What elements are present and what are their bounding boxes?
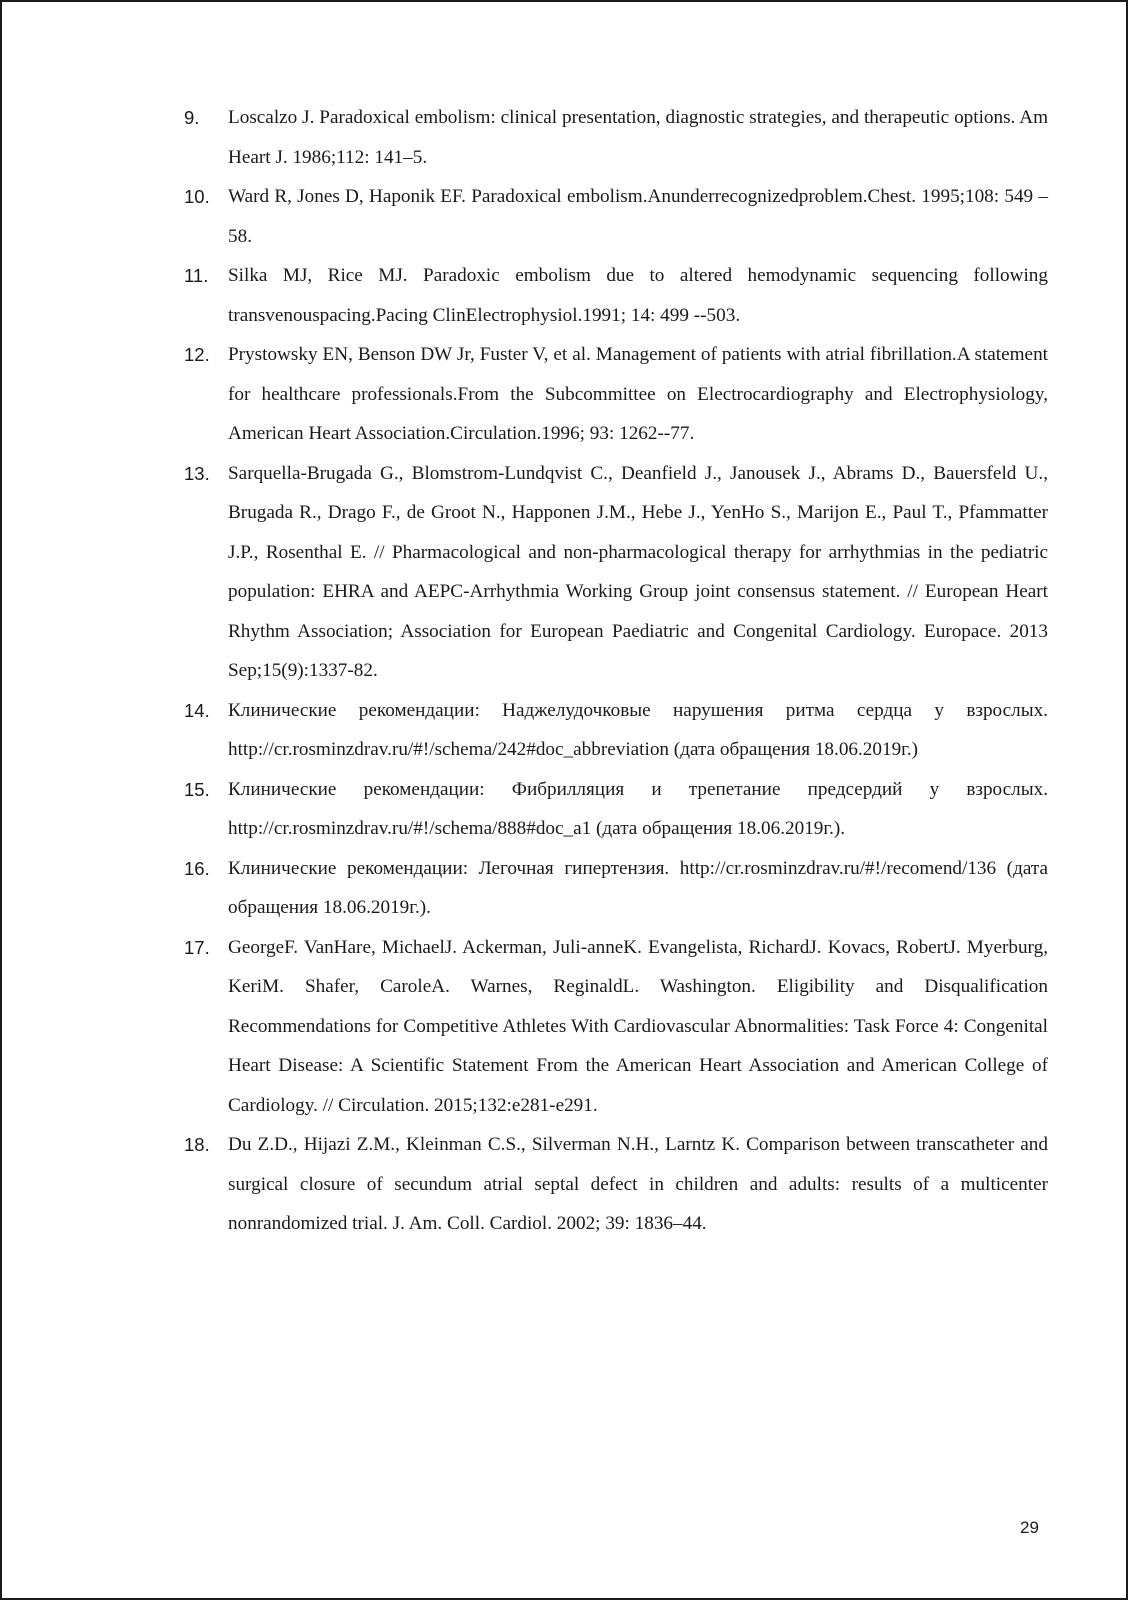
- reference-item-11: [186, 256, 1048, 335]
- reference-number: 18.: [184, 1134, 210, 1155]
- reference-number: 16.: [184, 857, 210, 879]
- reference-number: 14.: [184, 699, 210, 721]
- reference-text: Клинические рекомендации: Фибрилляция и трепетание предсердий у взрослых. http://cr.rosminzdrav.ru/#!/schema/888#doc_a1 (дата обращения 18.06.2019г.).: [228, 778, 1048, 839]
- reference-list: [186, 98, 1048, 1244]
- reference-item-12: [186, 335, 1048, 454]
- reference-item-14: [186, 691, 1048, 770]
- reference-item-10: [186, 177, 1048, 256]
- reference-text: Loscalzo J. Paradoxical embolism: clinical presentation, diagnostic strategies, and therapeutic options. Am Heart J. 1986;112: 141–5.: [228, 107, 1048, 168]
- reference-text: GeorgeF. VanHare, MichaelJ. Ackerman, Juli-anneK. Evangelista, RichardJ. Kovacs, RobertJ. Myerburg, KeriM. Shafer, CaroleA. Warnes, ReginaldL. Washington. Eligibility and Disqualification Recommendations for Competitive Athletes With Cardiovascular Abnormalities: Task Force 4: Congenital Heart Disease: A Scientific Statement From the American Heart Association and American College of Cardiology. // Circulation. 2015;132:e281-e291.: [228, 936, 1048, 1116]
- reference-item-16: [186, 849, 1048, 928]
- reference-text: Du Z.D., Hijazi Z.M., Kleinman C.S., Silverman N.H., Larntz K. Comparison between transcatheter and surgical closure of secundum atrial septal defect in children and adults: results of a multicenter nonrandomized trial. J. Am. Coll. Cardiol. 2002; 39: 1836–44.: [228, 1134, 1048, 1234]
- reference-item-13: [186, 454, 1048, 691]
- reference-number: 13.: [184, 462, 210, 484]
- reference-text: Клинические рекомендации: Легочная гипертензия. http://cr.rosminzdrav.ru/#!/recomend/136 (дата обращения 18.06.2019г.).: [228, 857, 1048, 918]
- reference-number: 10.: [184, 186, 210, 207]
- reference-number: 17.: [184, 936, 210, 958]
- reference-number: 11.: [184, 265, 209, 286]
- reference-text: Ward R, Jones D, Haponik EF. Paradoxical embolism.Anunderrecognizedproblem.Chest. 1995;108: 549 –58.: [228, 186, 1048, 247]
- reference-text: Sarquella-Brugada G., Blomstrom-Lundqvist C., Deanfield J., Janousek J., Abrams D., Bauersfeld U., Brugada R., Drago F., de Groot N., Happonen J.M., Hebe J., YenHo S., Marijon E., Paul T., Pfammatter J.P., Rosenthal E. // Pharmacological and non-pharmacological therapy for arrhythmias in the pediatric population: EHRA and AEPC-Arrhythmia Working Group joint consensus statement. // European Heart Rhythm Association; Association for European Paediatric and Congenital Cardiology. Europace. 2013 Sep;15(9):1337-82.: [228, 462, 1048, 681]
- reference-text: Silka MJ, Rice MJ. Paradoxic embolism due to altered hemodynamic sequencing following transvenouspacing.Pacing ClinElectrophysiol.1991; 14: 499 --503.: [228, 265, 1048, 326]
- reference-text: Prystowsky EN, Benson DW Jr, Fuster V, et al. Management of patients with atrial fibrillation.A statement for healthcare professionals.From the Subcommittee on Electrocardiography and Electrophysiology, American Heart Association.Circulation.1996; 93: 1262--77.: [228, 344, 1048, 444]
- reference-item-15: [186, 770, 1048, 849]
- reference-number: 9.: [184, 107, 200, 128]
- reference-item-17: [186, 928, 1048, 1126]
- page-number: 29: [1020, 1518, 1039, 1537]
- reference-item-9: [186, 98, 1048, 177]
- reference-item-18: [186, 1125, 1048, 1244]
- reference-text: Клинические рекомендации: Наджелудочковые нарушения ритма сердца у взрослых. http://cr.rosminzdrav.ru/#!/schema/242#doc_abbreviation (дата обращения 18.06.2019г.): [228, 699, 1048, 760]
- reference-number: 15.: [184, 778, 210, 800]
- reference-number: 12.: [184, 344, 210, 365]
